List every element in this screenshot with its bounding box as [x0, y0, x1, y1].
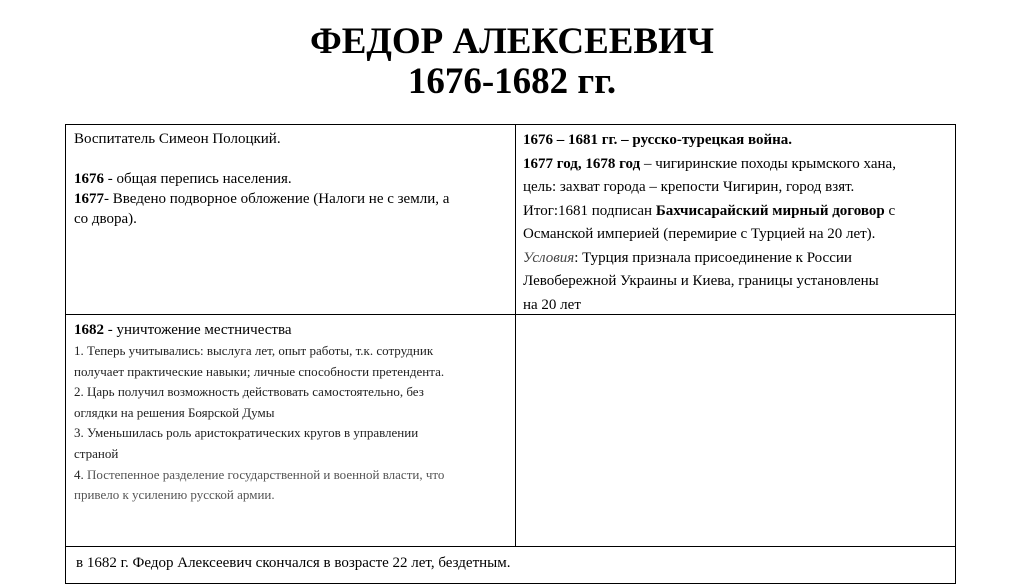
census-line	[74, 169, 506, 189]
cell-death	[76, 553, 936, 573]
point-1: 1. Теперь учитывались: выслуга лет, опыт работы, т.к. сотрудник	[74, 343, 434, 358]
conditions-text-3: на 20 лет	[523, 296, 581, 313]
conditions-line	[523, 247, 953, 271]
point-2-cont: оглядки на решения Боярской Думы	[74, 404, 275, 420]
result-line	[523, 200, 953, 224]
row-divider	[66, 546, 955, 547]
result-prefix: Итог:1681 подписан	[523, 202, 656, 219]
result-text: Османской империей (перемирие с Турцией на 20 лет).	[523, 226, 876, 242]
conditions-label: Условия	[523, 249, 575, 266]
death-text: в 1682 г. Федор Алексеевич скончался в возрасте 22 лет, бездетным.	[76, 555, 511, 571]
conditions-text: : Турция признала присоединение к России	[574, 249, 852, 266]
cell-foreign-policy	[523, 129, 953, 317]
reform-text: - уничтожение местничества	[104, 322, 292, 338]
campaign-line	[523, 153, 953, 177]
campaign-text: – чигиринские походы крымского хана,	[640, 155, 896, 172]
census-text: - общая перепись населения.	[104, 171, 292, 187]
reform-year: 1682	[74, 322, 104, 338]
slide-title-years: 1676-1682 гг.	[407, 61, 617, 102]
point-3: 3. Уменьшилась роль аристократических кругов в управлении	[74, 425, 419, 441]
column-divider	[515, 125, 516, 546]
point-4	[74, 465, 506, 486]
slide-title: ФЕДОР АЛЕКСЕЕВИЧ	[309, 21, 715, 62]
census-year: 1676	[74, 171, 104, 187]
goal-text: цель: захват города – крепости Чигирин, город взят.	[523, 179, 855, 195]
cell-reforms-early	[74, 129, 506, 229]
cell-localism-abolition	[74, 319, 506, 506]
treaty-name: Бахчисарайский мирный договор	[655, 202, 885, 219]
point-4-cont: привело к усилению русской армии.	[74, 487, 275, 503]
point-1-cont: получает практические навыки; личные способности претендента.	[74, 363, 445, 379]
tax-year: 1677	[74, 191, 104, 207]
point-4-text: Постепенное разделение государственной и военной власти, что	[83, 466, 445, 482]
tax-line	[74, 189, 506, 209]
tax-text-continued: со двора).	[74, 211, 137, 227]
tax-text: - Введено подворное обложение (Налоги не с земли, а	[104, 191, 450, 207]
point-2: 2. Царь получил возможность действовать самостоятельно, без	[74, 384, 424, 400]
history-table	[65, 124, 956, 584]
point-4-num: 4.	[74, 466, 84, 482]
result-suffix: с	[884, 202, 896, 219]
conditions-text-2: Левобережной Украины и Киева, границы установлены	[523, 273, 879, 289]
war-heading: 1676 – 1681 гг. – русско-турецкая война.	[523, 132, 792, 148]
point-3-cont: страной	[74, 445, 119, 461]
teacher-text: Воспитатель Симеон Полоцкий.	[74, 131, 281, 147]
campaign-years: 1677 год, 1678 год	[523, 155, 641, 172]
reform-heading	[74, 319, 506, 341]
